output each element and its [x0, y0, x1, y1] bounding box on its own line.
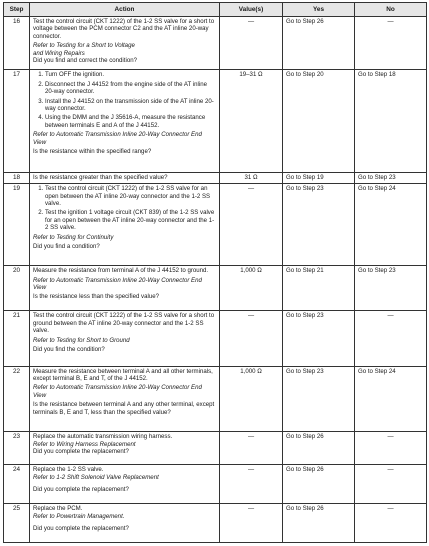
value-cell: — — [220, 184, 283, 266]
header-yes: Yes — [283, 3, 355, 17]
action-reference: Refer to Wiring Harness Replacement — [33, 440, 136, 448]
value-cell: — — [220, 311, 283, 366]
no-cell: Go to Step 23 — [355, 172, 427, 183]
yes-cell: Go to Step 23 — [283, 366, 355, 432]
table-row — [4, 266, 427, 311]
header-step: Step — [4, 3, 30, 17]
action-text: Replace the automatic transmission wiring harness. — [33, 433, 173, 441]
list-item: 2. Disconnect the J 44152 from the engine side of the AT inline 20-way connector. — [45, 81, 216, 96]
table-row — [4, 366, 427, 432]
action-text: Test the control circuit (CKT 1222) of the 1-2 SS valve for a short to ground between the AT inline 20-way connector and the 1-2 SS valve. — [33, 312, 215, 335]
step-number: 21 — [4, 311, 30, 366]
action-question: Did you complete the replacement? — [33, 524, 129, 532]
action-cell — [30, 184, 220, 266]
no-cell: — — [355, 465, 427, 504]
table-row — [4, 17, 427, 70]
action-cell — [30, 465, 220, 504]
action-cell — [30, 432, 220, 465]
diagnostic-page — [3, 2, 426, 543]
value-cell: — — [220, 503, 283, 542]
yes-cell: Go to Step 19 — [283, 172, 355, 183]
action-text: Test the control circuit (CKT 1222) of the 1-2 SS valve for a short to voltage between the PCM connector C2 and the AT inline 20-way connector. — [33, 18, 215, 40]
diagnostic-table — [3, 2, 427, 543]
step-number: 22 — [4, 366, 30, 432]
action-cell — [30, 311, 220, 366]
yes-cell: Go to Step 23 — [283, 311, 355, 366]
action-list — [33, 71, 216, 129]
table-row — [4, 70, 427, 173]
action-text: Replace the 1-2 SS valve. — [33, 466, 104, 473]
step-number: 17 — [4, 70, 30, 173]
header-no: No — [355, 3, 427, 17]
action-reference: Refer to Automatic Transmission Inline 20-Way Connector End View — [33, 276, 202, 291]
value-cell: 1,000 Ω — [220, 266, 283, 311]
action-question: Did you find a condition? — [33, 243, 100, 251]
yes-cell: Go to Step 26 — [283, 17, 355, 70]
no-cell: Go to Step 23 — [355, 266, 427, 311]
action-reference: Refer to Automatic Transmission Inline 20-Way Connector End View — [33, 131, 202, 146]
value-cell: — — [220, 17, 283, 70]
action-question: Did you find the condition? — [33, 345, 105, 353]
action-reference: Refer to Testing for a Short to Voltage — [33, 42, 135, 50]
yes-cell: Go to Step 21 — [283, 266, 355, 311]
list-item: 3. Install the J 44152 on the transmission side of the AT inline 20-way connector. — [45, 98, 216, 113]
action-question: Is the resistance less than the specified value? — [33, 293, 160, 301]
header-row — [4, 3, 427, 17]
table-row — [4, 465, 427, 504]
action-reference: Refer to Powertrain Management. — [33, 513, 125, 521]
list-item: 1. Turn OFF the ignition. — [45, 71, 216, 78]
action-question: Is the resistance greater than the specified value? — [33, 173, 168, 181]
action-reference: Refer to 1-2 Shift Solenoid Valve Replacement — [33, 474, 159, 482]
yes-cell: Go to Step 26 — [283, 432, 355, 465]
no-cell: — — [355, 432, 427, 465]
action-question: Did you complete the replacement? — [33, 448, 129, 456]
action-cell — [30, 366, 220, 432]
no-cell: Go to Step 24 — [355, 366, 427, 432]
list-item: 4. Using the DMM and the J 35616-A, measure the resistance between terminals E and A of the J 44152. — [45, 114, 216, 129]
no-cell: — — [355, 503, 427, 542]
action-cell — [30, 17, 220, 70]
no-cell: — — [355, 17, 427, 70]
table-row — [4, 311, 427, 366]
yes-cell: Go to Step 26 — [283, 503, 355, 542]
table-row — [4, 503, 427, 542]
no-cell: — — [355, 311, 427, 366]
step-number: 25 — [4, 503, 30, 542]
step-number: 19 — [4, 184, 30, 266]
list-item: 1. Test the control circuit (CKT 1222) of the 1-2 SS valve for an open between the AT inline 20-way connector and the 1-2 SS valve. — [45, 185, 216, 207]
step-number: 23 — [4, 432, 30, 465]
header-values: Value(s) — [220, 3, 283, 17]
action-cell — [30, 70, 220, 173]
action-question: Did you complete the replacement? — [33, 485, 129, 493]
header-action: Action — [30, 3, 220, 17]
action-question: Is the resistance between terminal A and any other terminal, except terminals B, E and T, less than the specified value? — [33, 401, 215, 416]
value-cell: 1,000 Ω — [220, 366, 283, 432]
no-cell: Go to Step 24 — [355, 184, 427, 266]
action-reference: Refer to Automatic Transmission Inline 20-Way Connector End View — [33, 384, 202, 399]
action-cell — [30, 503, 220, 542]
action-text: Measure the resistance between terminal A and all other terminals, except terminal B, E and T, of the J 44152. — [33, 367, 213, 383]
value-cell: 19–31 Ω — [220, 70, 283, 173]
table-row — [4, 432, 427, 465]
action-list — [33, 185, 216, 232]
yes-cell: Go to Step 20 — [283, 70, 355, 173]
step-number: 18 — [4, 172, 30, 183]
step-number: 24 — [4, 465, 30, 504]
value-cell: 31 Ω — [220, 172, 283, 183]
table-row — [4, 172, 427, 183]
step-number: 20 — [4, 266, 30, 311]
action-reference: Refer to Testing for Continuity — [33, 233, 114, 241]
action-question: Is the resistance within the specified range? — [33, 148, 152, 156]
action-text: Replace the PCM. — [33, 504, 83, 512]
step-number: 16 — [4, 17, 30, 70]
action-question: Did you find and correct the condition? — [33, 57, 137, 65]
value-cell: — — [220, 432, 283, 465]
yes-cell: Go to Step 23 — [283, 184, 355, 266]
table-row — [4, 184, 427, 266]
value-cell: — — [220, 465, 283, 504]
list-item: 2. Test the ignition 1 voltage circuit (CKT 839) of the 1-2 SS valve for an open between the AT inline 20-way connector and the 1-2 SS valve. — [45, 209, 216, 231]
yes-cell: Go to Step 26 — [283, 465, 355, 504]
action-text: Measure the resistance from terminal A of the J 44152 to ground. — [33, 267, 209, 275]
action-reference: Refer to Testing for Short to Ground — [33, 336, 130, 344]
no-cell: Go to Step 18 — [355, 70, 427, 173]
action-reference: and Wiring Repairs — [33, 49, 85, 57]
action-cell — [30, 172, 220, 183]
action-cell — [30, 266, 220, 311]
